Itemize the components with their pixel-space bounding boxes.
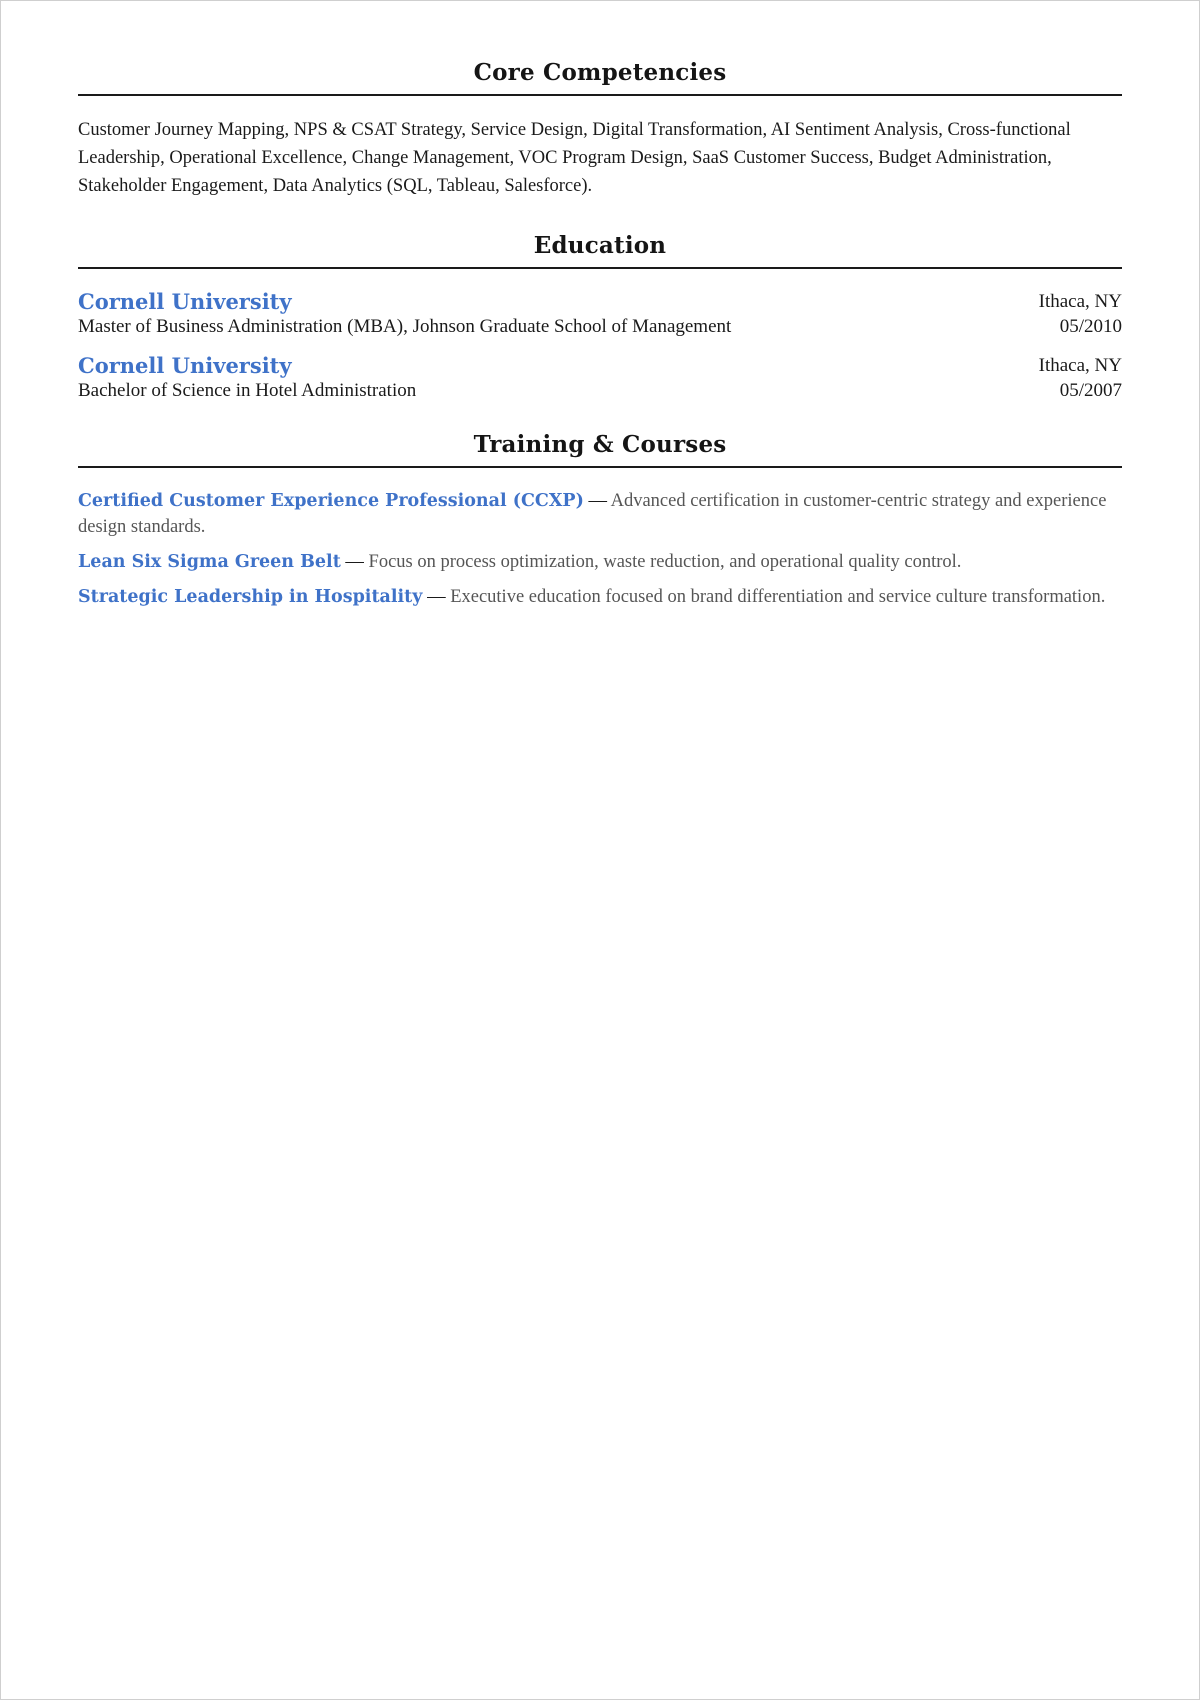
education-entry-meta — [1039, 353, 1122, 403]
training-separator: — — [422, 587, 451, 607]
education-entry-meta — [1039, 289, 1122, 339]
education-date: 05/2007 — [1059, 380, 1122, 401]
training-item — [78, 488, 1122, 540]
education-entry — [78, 289, 1122, 339]
education-location: Ithaca, NY — [1038, 355, 1122, 376]
core-competencies-section — [78, 59, 1122, 200]
education-entry-main — [78, 289, 731, 339]
education-entry-main — [78, 353, 416, 403]
training-title: Training & Courses — [78, 431, 1122, 468]
training-name-link[interactable]: Certified Customer Experience Professional (CCXP) — [78, 491, 584, 511]
education-section — [78, 232, 1122, 403]
education-school-link[interactable]: Cornell University — [78, 289, 292, 314]
core-competencies-title: Core Competencies — [78, 59, 1122, 96]
education-location: Ithaca, NY — [1038, 291, 1122, 312]
training-description: Focus on process optimization, waste reduction, and operational quality control. — [368, 552, 962, 572]
training-description: Advanced certification in customer-centric strategy and experience design standards. — [78, 491, 1107, 537]
training-name-link[interactable]: Lean Six Sigma Green Belt — [78, 552, 341, 572]
training-separator: — — [340, 552, 369, 572]
training-list — [78, 488, 1122, 610]
resume-content — [78, 59, 1122, 619]
training-separator: — — [583, 491, 611, 511]
education-date: 05/2010 — [1059, 316, 1122, 337]
education-degree: Bachelor of Science in Hotel Administration — [78, 380, 417, 401]
core-competencies-text: Customer Journey Mapping, NPS & CSAT Strategy, Service Design, Digital Transformation, AI Sentiment Analysis, Cross-functional Leadership, Operational Excellence, Change Management, VOC Program Design, SaaS Customer Success, Budget Administration, Stakeholder Engagement, Data Analytics (SQL, Tableau, Salesforce). — [78, 120, 1071, 196]
training-item — [78, 584, 1122, 610]
education-title: Education — [78, 232, 1122, 269]
education-entry — [78, 353, 1122, 403]
education-degree: Master of Business Administration (MBA), Johnson Graduate School of Management — [78, 316, 732, 337]
education-school-link[interactable]: Cornell University — [78, 353, 292, 378]
training-name-link[interactable]: Strategic Leadership in Hospitality — [78, 587, 423, 607]
training-section — [78, 431, 1122, 610]
training-description: Executive education focused on brand differentiation and service culture transformation. — [450, 587, 1106, 607]
training-item — [78, 549, 1122, 575]
